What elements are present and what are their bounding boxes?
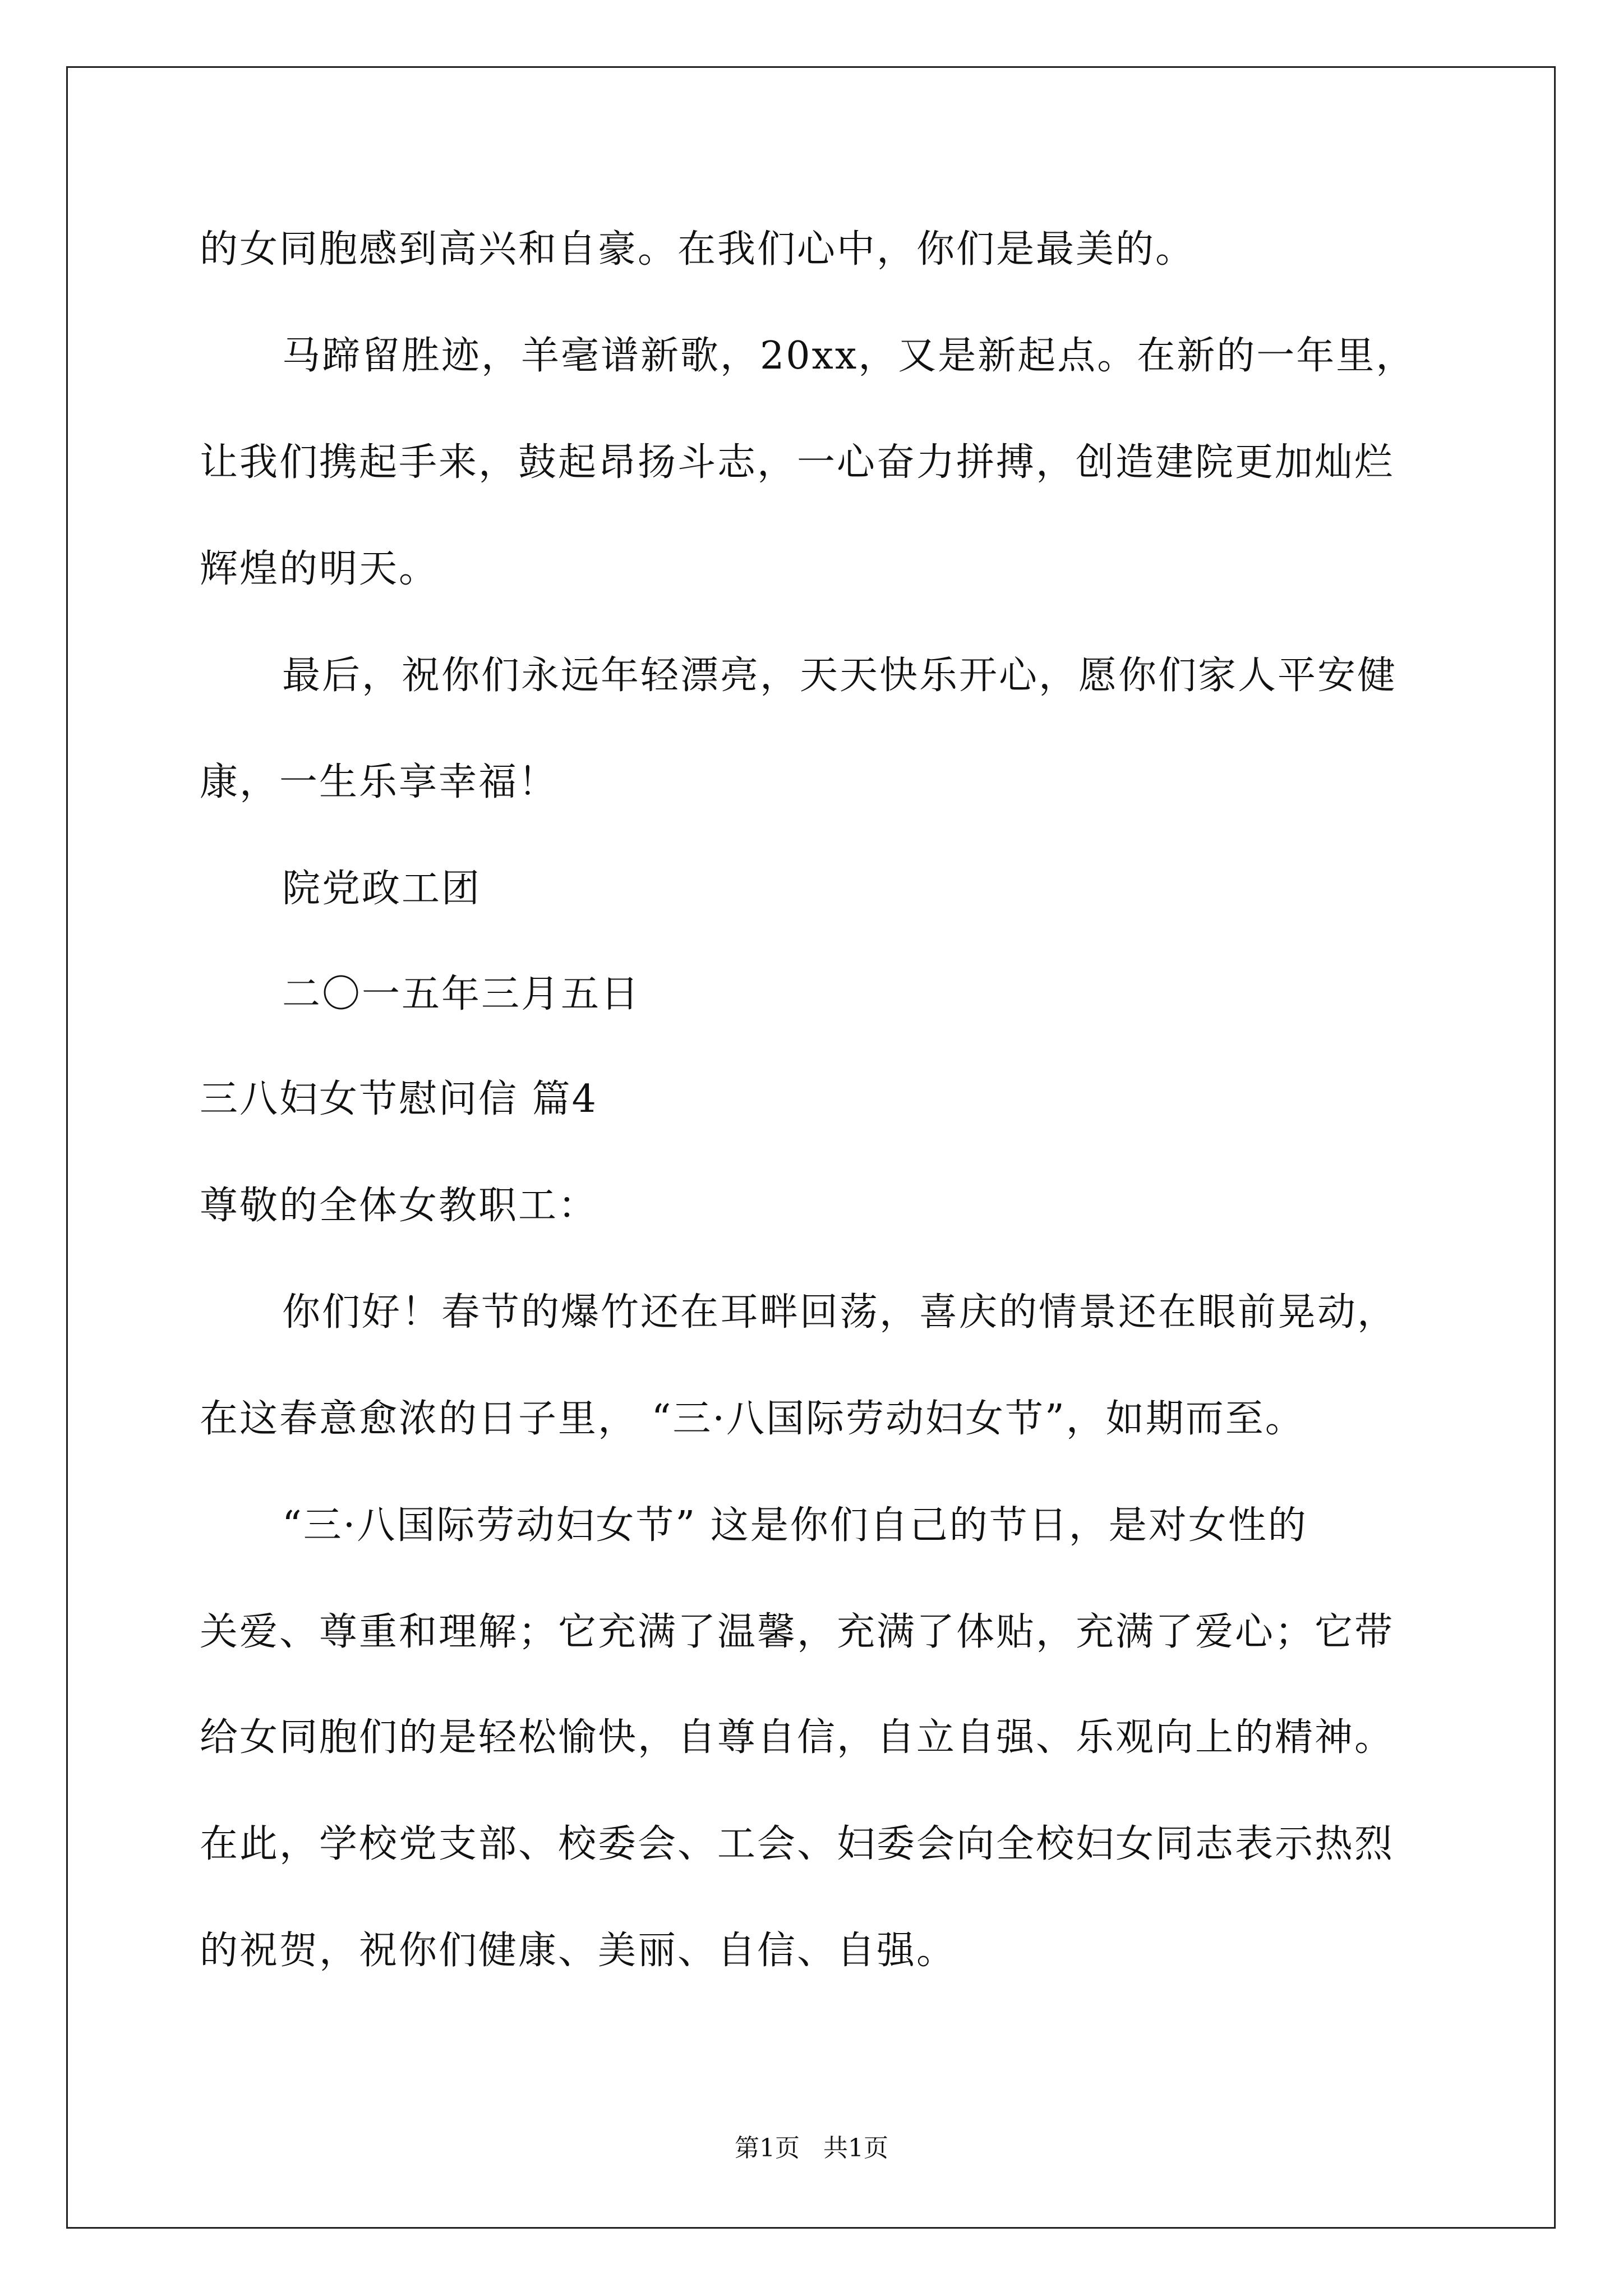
text-line: 马蹄留胜迹，羊毫谱新歌，20xx，又是新起点。在新的一年里， xyxy=(282,334,1416,378)
signature-line: 院党政工团 xyxy=(282,867,482,911)
page-border xyxy=(66,66,1556,2229)
text-line: 辉煌的明天。 xyxy=(200,547,439,591)
text-line: “三·八国际劳动妇女节” 这是你们自己的节日，是对女性的 xyxy=(282,1503,1308,1548)
text-line: 让我们携起手来，鼓起昂扬斗志，一心奋力拼搏，创造建院更加灿烂 xyxy=(200,440,1395,485)
text-line: 给女同胞们的是轻松愉快，自尊自信，自立自强、乐观向上的精神。 xyxy=(200,1715,1395,1760)
section-heading: 三八妇女节慰问信 篇4 xyxy=(200,1077,598,1121)
text-line: 康，一生乐享幸福！ xyxy=(200,760,559,804)
text-line: 在这春意愈浓的日子里， “三·八国际劳动妇女节”，如期而至。 xyxy=(200,1397,1305,1441)
salutation: 尊敬的全体女教职工： xyxy=(200,1184,598,1228)
text-line: 的祝贺，祝你们健康、美丽、自信、自强。 xyxy=(200,1929,957,1973)
page-footer: 第1页 共1页 xyxy=(735,2134,888,2162)
text-line: 最后，祝你们永远年轻漂亮，天天快乐开心，愿你们家人平安健 xyxy=(282,654,1398,698)
text-line: 的女同胞感到高兴和自豪。在我们心中，你们是最美的。 xyxy=(200,227,1196,272)
text-line: 关爱、尊重和理解；它充满了温馨，充满了体贴，充满了爱心；它带 xyxy=(200,1610,1395,1654)
text-line: 在此，学校党支部、校委会、工会、妇委会向全校妇女同志表示热烈 xyxy=(200,1822,1395,1866)
text-line: 你们好！春节的爆竹还在耳畔回荡，喜庆的情景还在眼前晃动， xyxy=(282,1290,1398,1335)
date-line: 二〇一五年三月五日 xyxy=(282,972,641,1016)
